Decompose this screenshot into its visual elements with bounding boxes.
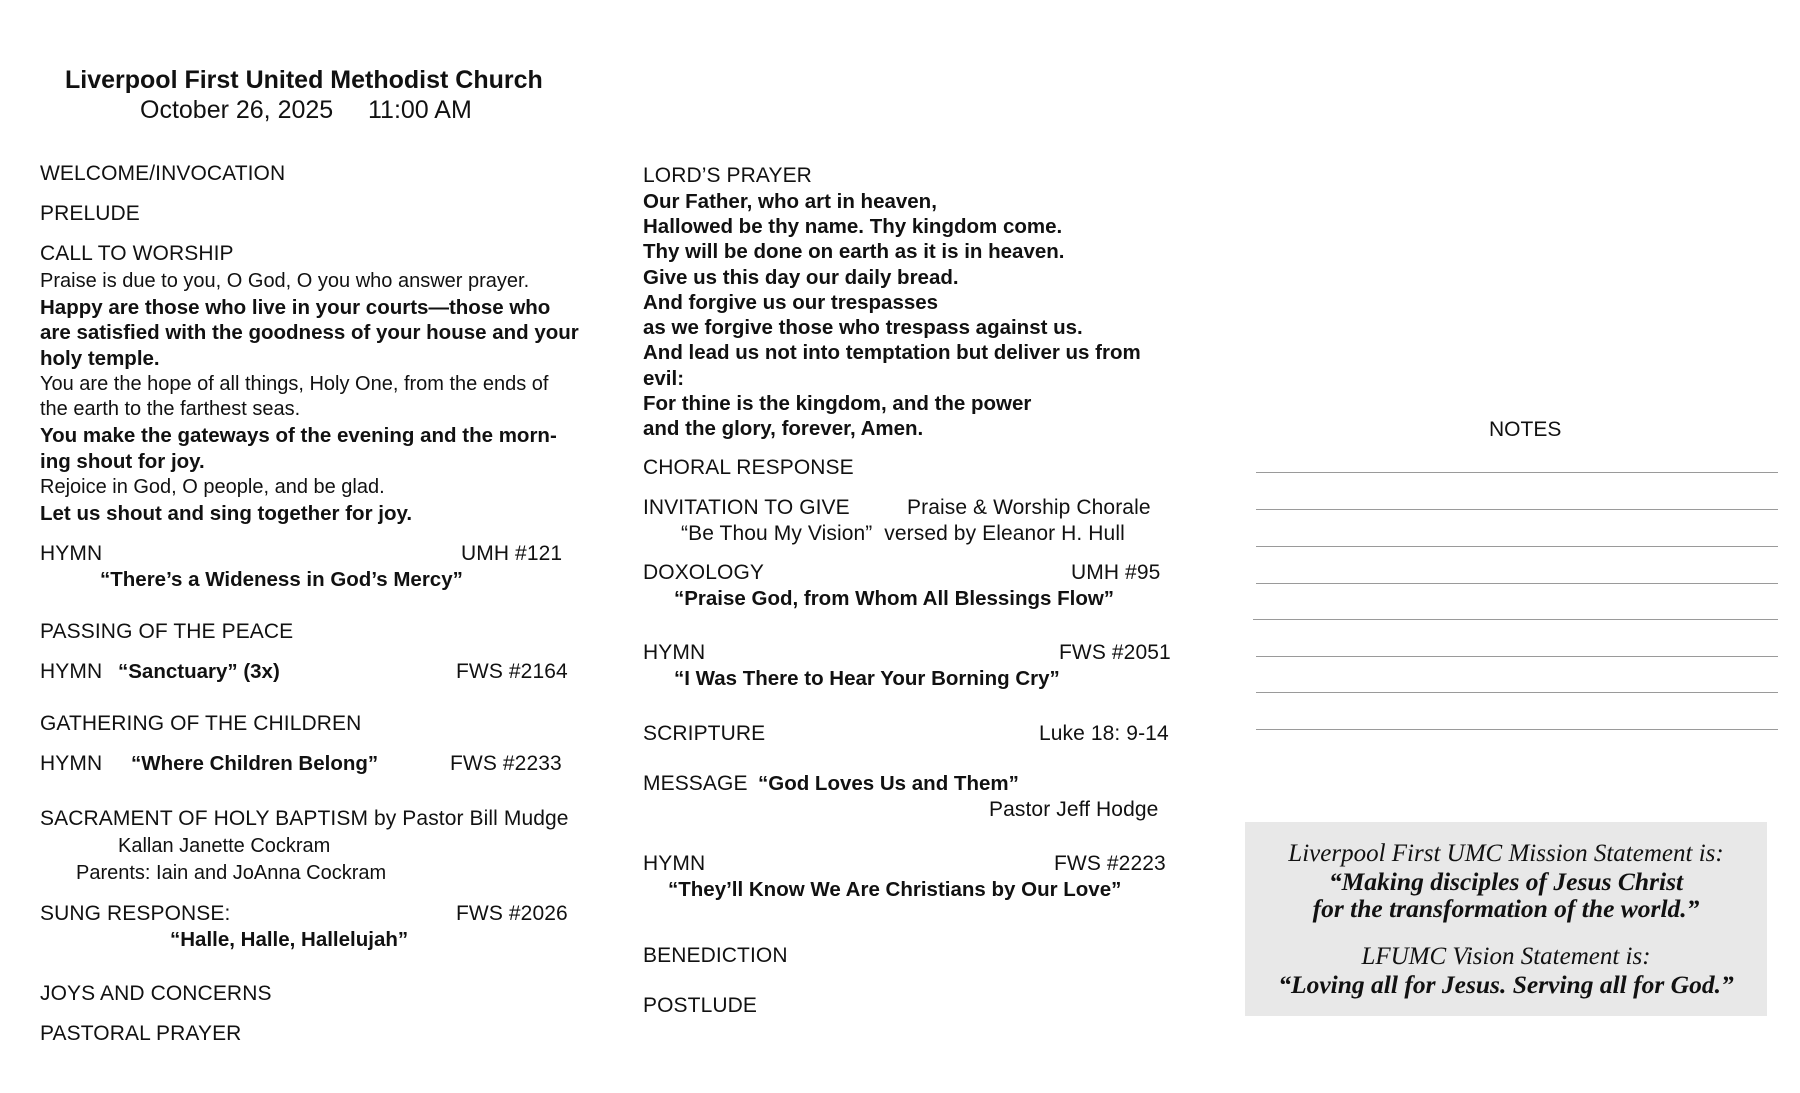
hymn1-label: HYMN <box>40 542 103 565</box>
service-date: October 26, 2025 <box>140 96 334 124</box>
message-speaker: Pastor Jeff Hodge <box>989 798 1159 821</box>
pastoral-prayer-label: PASTORAL PRAYER <box>40 1022 242 1045</box>
call-to-worship-line: Praise is due to you, O God, O you who answer prayer. <box>40 270 530 292</box>
hymn2-title: “Sanctuary” (3x) <box>118 660 280 683</box>
hymn4-number: FWS #2051 <box>1059 641 1171 664</box>
hymn4-title: “I Was There to Hear Your Borning Cry” <box>674 667 1060 690</box>
message-label: MESSAGE <box>643 772 748 795</box>
notes-line <box>1256 509 1778 510</box>
notes-line <box>1256 546 1778 547</box>
mission-line-1: “Making disciples of Jesus Christ <box>1328 867 1684 896</box>
notes-line <box>1253 619 1778 620</box>
lords-prayer-line: And lead us not into temptation but deliver us from <box>643 341 1141 364</box>
mission-intro: Liverpool First UMC Mission Statement is: <box>1288 840 1724 867</box>
welcome-label: WELCOME/INVOCATION <box>40 162 286 185</box>
postlude-label: POSTLUDE <box>643 994 757 1017</box>
notes-line <box>1256 692 1778 693</box>
lords-prayer-label: LORD’S PRAYER <box>643 164 812 187</box>
choral-response-label: CHORAL RESPONSE <box>643 456 854 479</box>
baptism-label: SACRAMENT OF HOLY BAPTISM by Pastor Bill Mudge <box>40 807 569 830</box>
doxology-title: “Praise God, from Whom All Blessings Flow” <box>674 587 1115 610</box>
gathering-children-label: GATHERING OF THE CHILDREN <box>40 712 362 735</box>
vision-line: “Loving all for Jesus. Serving all for God.” <box>1278 970 1734 999</box>
hymn5-title: “They’ll Know We Are Christians by Our Love” <box>668 878 1122 901</box>
joys-concerns-label: JOYS AND CONCERNS <box>40 982 272 1005</box>
call-to-worship-label: CALL TO WORSHIP <box>40 242 234 265</box>
prelude-label: PRELUDE <box>40 202 140 225</box>
sung-response-number: FWS #2026 <box>456 902 568 925</box>
lords-prayer-line: Hallowed be thy name. Thy kingdom come. <box>643 215 1063 238</box>
mission-statement-box <box>1245 822 1767 1016</box>
hymn2-number: FWS #2164 <box>456 660 568 683</box>
lords-prayer-line: Give us this day our daily bread. <box>643 266 959 289</box>
call-to-worship-line: ing shout for joy. <box>40 450 205 473</box>
notes-line <box>1256 729 1778 730</box>
baptism-child: Kallan Janette Cockram <box>118 835 331 857</box>
hymn1-title: “There’s a Wideness in God’s Mercy” <box>100 568 463 591</box>
hymn5-label: HYMN <box>643 852 706 875</box>
church-name: Liverpool First United Methodist Church <box>65 66 543 94</box>
call-to-worship-line: the earth to the farthest seas. <box>40 398 301 420</box>
hymn5-number: FWS #2223 <box>1054 852 1166 875</box>
invitation-label: INVITATION TO GIVE <box>643 496 850 519</box>
sung-response-label: SUNG RESPONSE: <box>40 902 231 925</box>
call-to-worship-line: You make the gateways of the evening and the morn- <box>40 424 557 447</box>
hymn3-title: “Where Children Belong” <box>131 752 379 775</box>
service-time: 11:00 AM <box>368 96 472 124</box>
hymn2-label: HYMN <box>40 660 103 683</box>
lords-prayer-line: evil: <box>643 367 685 390</box>
lords-prayer-line: as we forgive those who trespass against us. <box>643 316 1083 339</box>
invitation-performer: Praise & Worship Chorale <box>907 496 1151 519</box>
message-title: “God Loves Us and Them” <box>758 772 1019 795</box>
scripture-label: SCRIPTURE <box>643 722 766 745</box>
lords-prayer-line: Thy will be done on earth as it is in heaven. <box>643 240 1065 263</box>
call-to-worship-line: Let us shout and sing together for joy. <box>40 502 413 525</box>
invitation-piece: “Be Thou My Vision” versed by Eleanor H. Hull <box>681 522 1125 545</box>
baptism-parents: Parents: Iain and JoAnna Cockram <box>76 862 387 884</box>
hymn1-number: UMH #121 <box>461 542 563 565</box>
call-to-worship-line: Rejoice in God, O people, and be glad. <box>40 476 385 498</box>
call-to-worship-line: holy temple. <box>40 347 160 370</box>
notes-line <box>1256 583 1778 584</box>
lords-prayer-line: Our Father, who art in heaven, <box>643 190 937 213</box>
call-to-worship-line: are satisfied with the goodness of your house and your <box>40 321 579 344</box>
hymn3-label: HYMN <box>40 752 103 775</box>
mission-line-2: for the transformation of the world.” <box>1312 894 1700 923</box>
notes-title: NOTES <box>1489 418 1562 441</box>
benediction-label: BENEDICTION <box>643 944 788 967</box>
call-to-worship-line: You are the hope of all things, Holy One, from the ends of <box>40 373 549 395</box>
passing-peace-label: PASSING OF THE PEACE <box>40 620 294 643</box>
call-to-worship-line: Happy are those who live in your courts—those who <box>40 296 551 319</box>
scripture-reference: Luke 18: 9-14 <box>1039 722 1169 745</box>
lords-prayer-line: And forgive us our trespasses <box>643 291 939 314</box>
doxology-number: UMH #95 <box>1071 561 1161 584</box>
vision-intro: LFUMC Vision Statement is: <box>1361 943 1651 970</box>
lords-prayer-line: and the glory, forever, Amen. <box>643 417 924 440</box>
sung-response-title: “Halle, Halle, Hallelujah” <box>170 928 409 951</box>
doxology-label: DOXOLOGY <box>643 561 764 584</box>
hymn3-number: FWS #2233 <box>450 752 562 775</box>
notes-line <box>1256 656 1778 657</box>
hymn4-label: HYMN <box>643 641 706 664</box>
lords-prayer-line: For thine is the kingdom, and the power <box>643 392 1032 415</box>
notes-line <box>1256 472 1778 473</box>
